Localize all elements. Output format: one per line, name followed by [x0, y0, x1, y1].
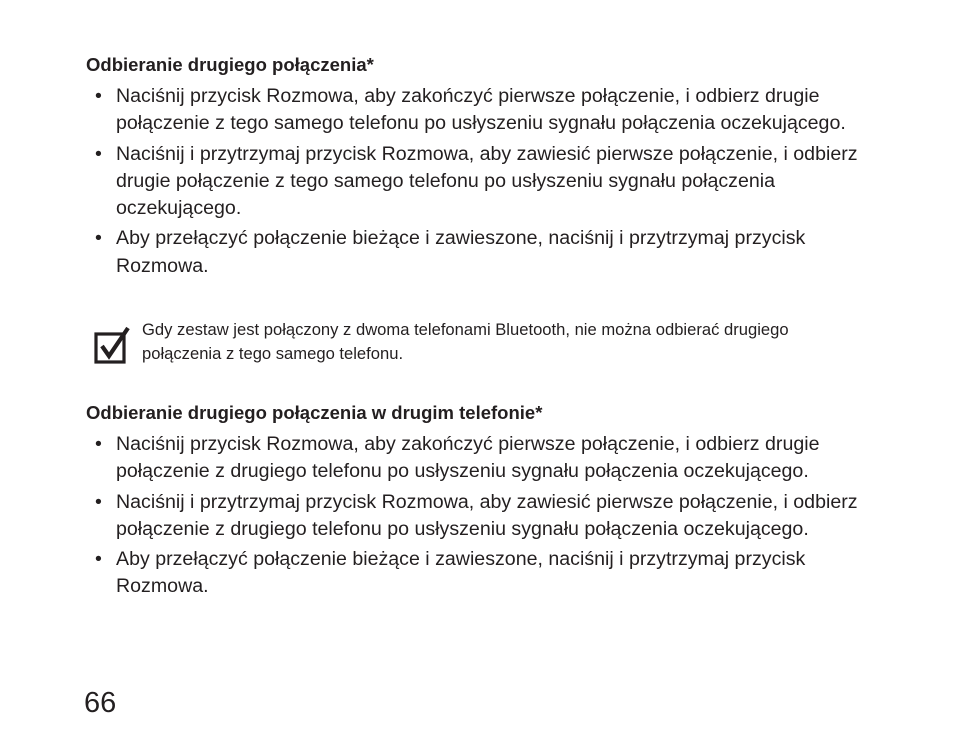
- list-item-text: Naciśnij i przytrzymaj przycisk Rozmowa, aby zawiesić pierwsze połączenie, i odbierz połączenie z drugiego telefonu po usłyszeniu sygnału połączenia oczekującego.: [116, 490, 858, 540]
- list-item: [86, 225, 886, 280]
- bullet-icon: •: [95, 548, 102, 571]
- bullet-list: [86, 431, 886, 601]
- checkbox-check-icon: [94, 326, 132, 364]
- bullet-icon: •: [95, 142, 102, 165]
- section-heading: Odbieranie drugiego połączenia*: [86, 54, 374, 75]
- section-answer-second-call: [86, 54, 886, 283]
- list-item-text: Naciśnij przycisk Rozmowa, aby zakończyć pierwsze połączenie, i odbierz drugie połączenie z drugiego telefonu po usłyszeniu sygnału połączenia oczekującego.: [116, 433, 820, 483]
- page-number: 66: [84, 687, 117, 719]
- section-heading: Odbieranie drugiego połączenia w drugim telefonie*: [86, 402, 543, 423]
- list-item: [86, 546, 886, 601]
- bullet-icon: •: [95, 85, 102, 107]
- bullet-icon: •: [95, 433, 102, 455]
- bullet-icon: •: [95, 490, 102, 513]
- section-answer-call-second-phone: [86, 402, 886, 604]
- bullet-list: [86, 83, 886, 280]
- list-item-text: Naciśnij przycisk Rozmowa, aby zakończyć pierwsze połączenie, i odbierz drugie połączenie z tego samego telefonu po usłyszeniu sygnału połączenia oczekującego.: [116, 85, 846, 135]
- list-item: [86, 83, 886, 138]
- list-item: [86, 431, 886, 486]
- list-item: [86, 489, 886, 544]
- list-item-text: Aby przełączyć połączenie bieżące i zawieszone, naciśnij i przytrzymaj przycisk Rozmowa.: [116, 227, 806, 277]
- list-item: [86, 141, 886, 223]
- list-item-text: Aby przełączyć połączenie bieżące i zawieszone, naciśnij i przytrzymaj przycisk Rozmowa.: [116, 548, 806, 598]
- bullet-icon: •: [95, 227, 102, 250]
- note-text: Gdy zestaw jest połączony z dwoma telefonami Bluetooth, nie można odbierać drugiego połączenia z tego samego telefonu.: [142, 320, 789, 363]
- list-item-text: Naciśnij i przytrzymaj przycisk Rozmowa, aby zawiesić pierwsze połączenie, i odbierz drugie połączenie z tego samego telefonu po usłyszeniu sygnału połączenia oczekującego.: [116, 142, 858, 220]
